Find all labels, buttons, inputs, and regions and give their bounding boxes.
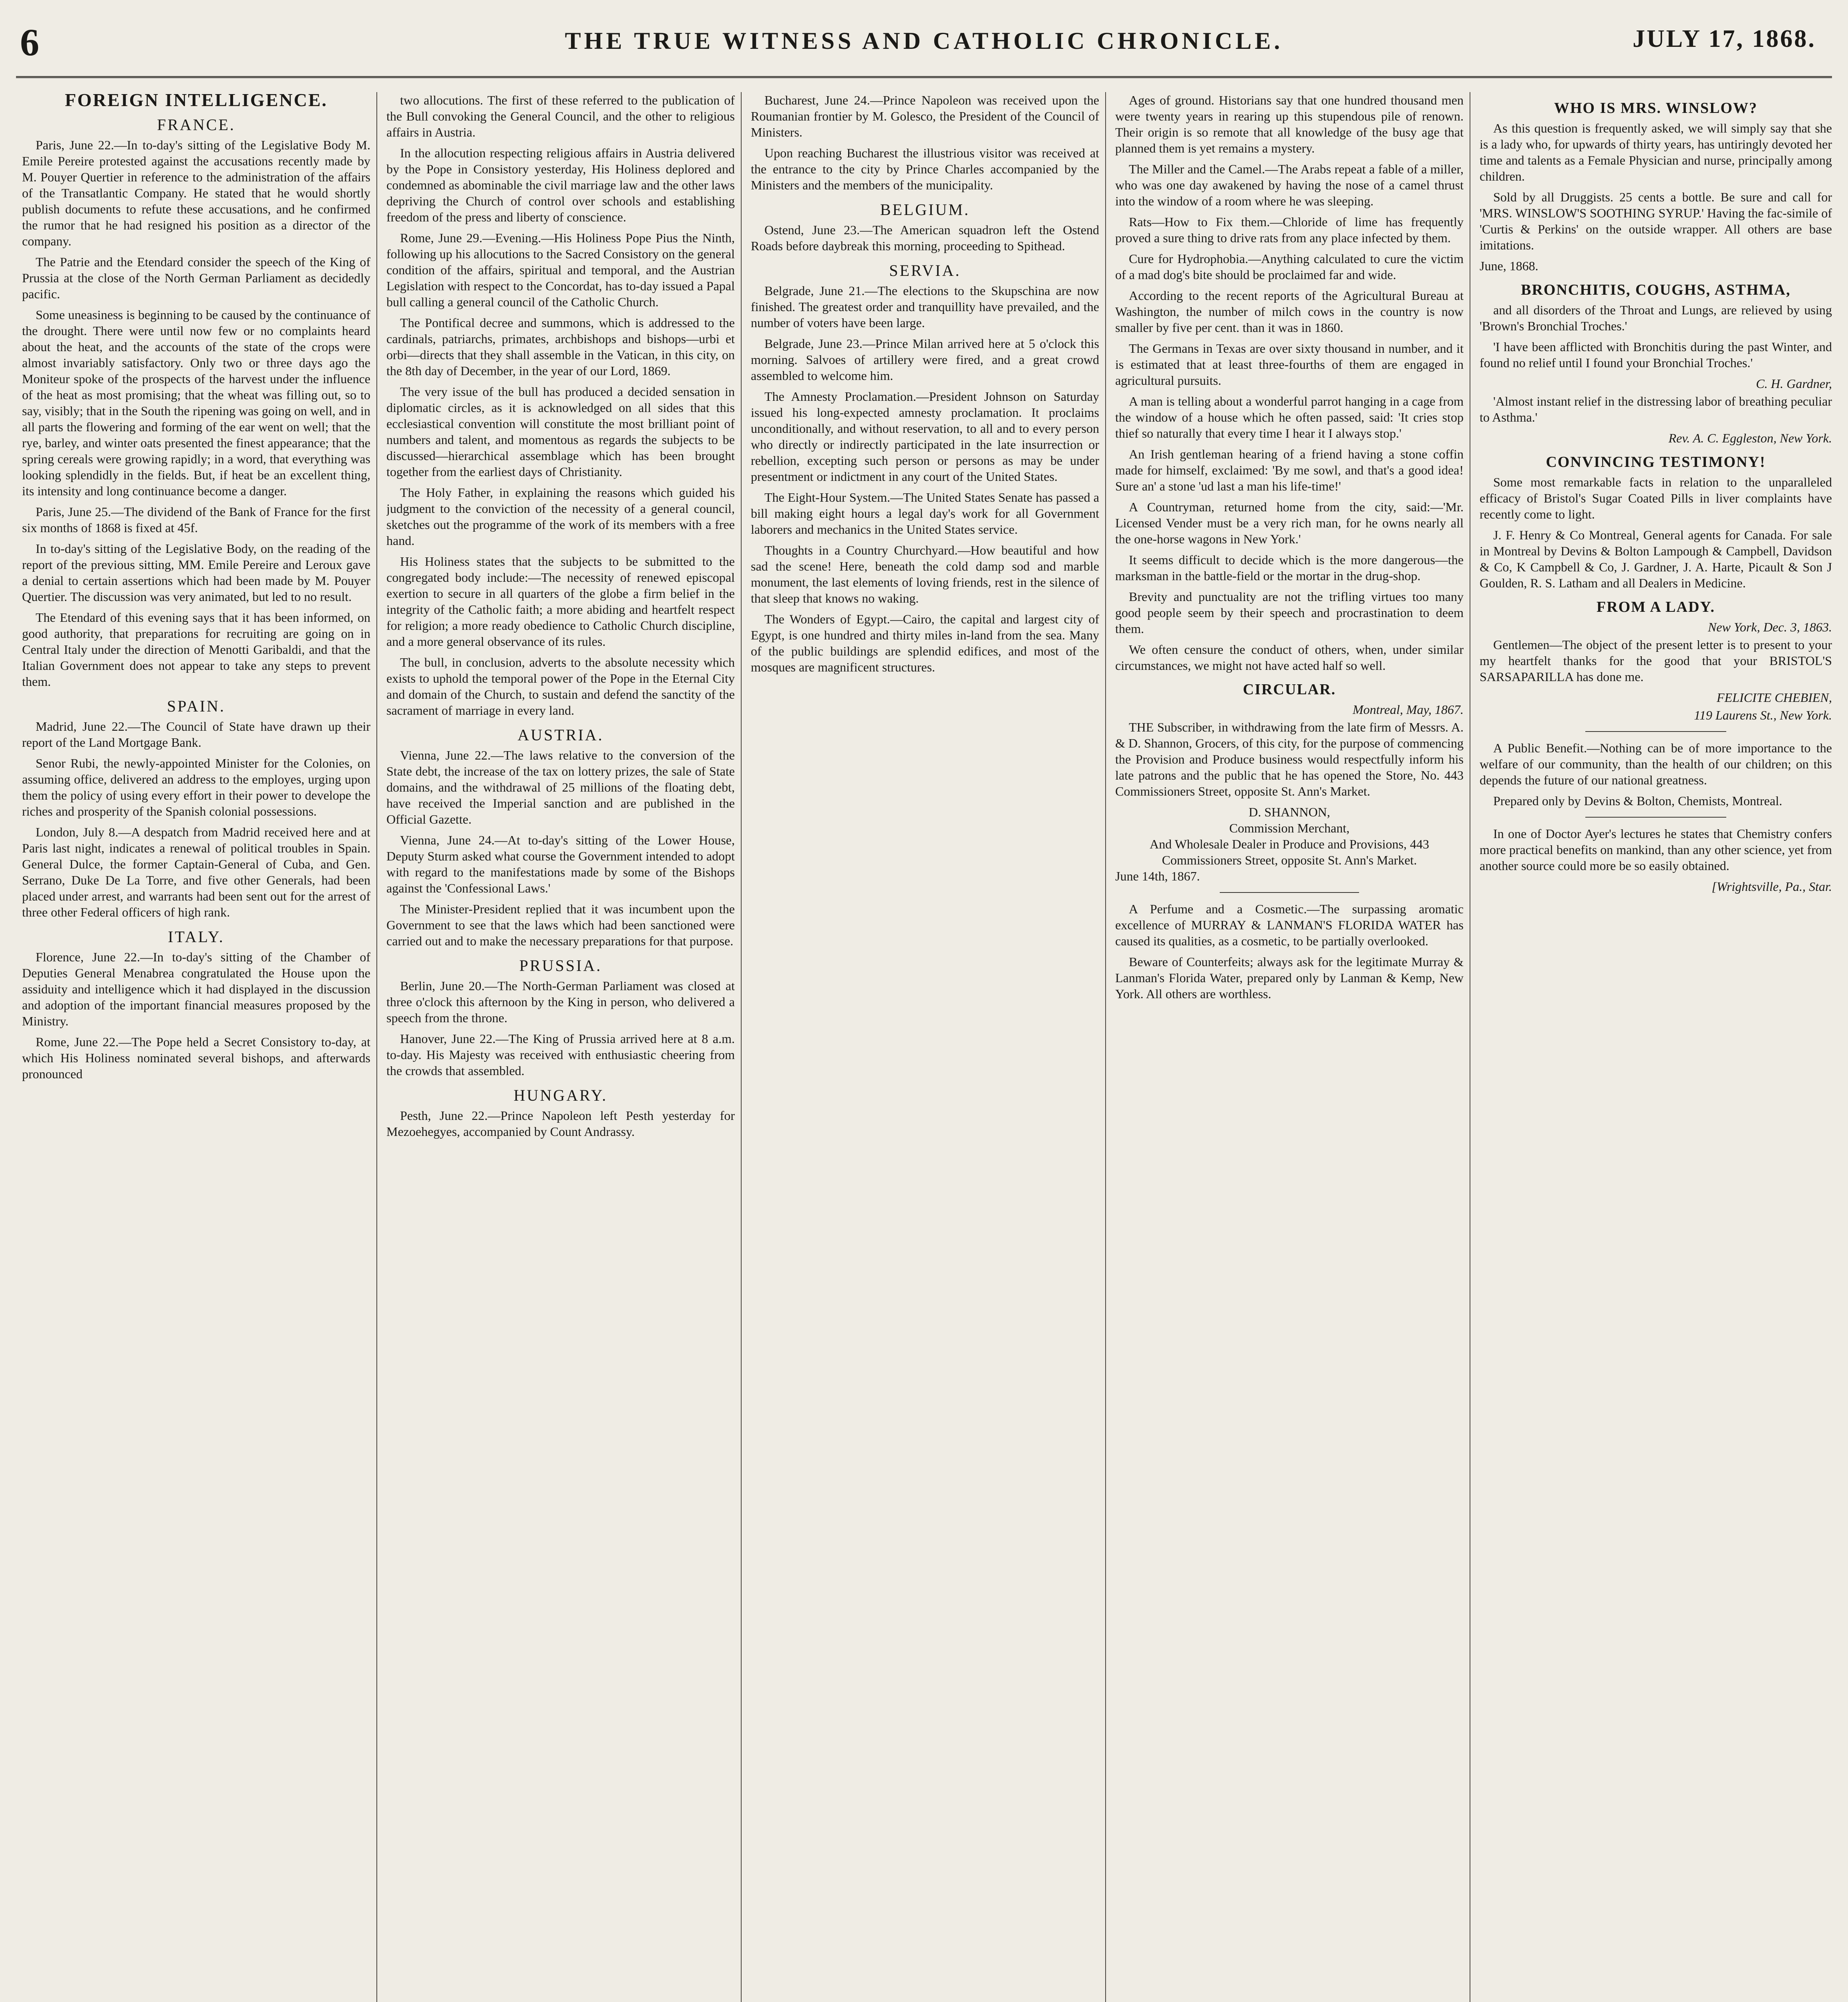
letter-address: 119 Laurens St., New York. (1694, 708, 1832, 722)
article-paragraph: The Amnesty Proclamation.—President Johnson on Saturday issued his long-expected amnesty proclamation. It proclaims unconditionally, and without reservation, to all and to every person who directly or indirectly participated in the late insurrection or rebellion, excepting such person or persons as may be under presentment or indictment in any court of the United States. (751, 389, 1099, 484)
ad-paragraph: As this question is frequently asked, we will simply say that she is a lady who, for upwards of thirty years, has untiringly devoted her time and talents as a Female Physician and nurse, principally among children. (1480, 121, 1832, 183)
country-heading-austria: AUSTRIA. (517, 726, 604, 744)
section-heading: FOREIGN INTELLIGENCE. (64, 92, 328, 110)
circular-dateline: Montreal, May, 1867. (1353, 702, 1464, 717)
circular-address: And Wholesale Dealer in Produce and Provisions, 443 Commissioners Street, opposite St. Ann's Market. (1150, 837, 1429, 867)
letter-dateline: New York, Dec. 3, 1863. (1708, 620, 1832, 634)
ad-date: June, 1868. (1480, 259, 1538, 273)
article-paragraph: Berlin, June 20.—The North-German Parliament was closed at three o'clock this afternoon by the King in person, who delivered a speech from the throne. (386, 979, 735, 1025)
issue-date: JULY 17, 1868. (1633, 25, 1816, 52)
country-heading-spain: SPAIN. (167, 697, 225, 715)
article-paragraph: According to the recent reports of the Agricultural Bureau at Washington, the number of milch cows in the country is now smaller by five per cent. than it was in 1860. (1115, 288, 1464, 335)
masthead (16, 16, 1832, 78)
article-paragraph: Belgrade, June 23.—Prince Milan arrived here at 5 o'clock this morning. Salvoes of artillery were fired, and a great crowd assembled to welcome him. (751, 336, 1099, 383)
article-paragraph: Paris, June 22.—In to-day's sitting of the Legislative Body M. Emile Pereire protested against the accusations recently made by M. Pouyer Quertier in reference to the administration of the affairs of the Transatlantic Company. He stated that he would shortly publish documents to refute these accusations, and he confirmed the rumor that he had resigned his position as a director of the company. (22, 138, 370, 248)
separator (1220, 892, 1359, 893)
ad-paragraph: and all disorders of the Throat and Lungs, are relieved by using 'Brown's Bronchial Troches.' (1480, 303, 1832, 333)
article-paragraph: Some uneasiness is beginning to be caused by the continuance of the drought. There were until now few or no complaints heard about the heat, and the accounts of the state of the crops were almost invariably satisfactory. Only two or three days ago the Moniteur spoke of the prospects of the harvest under the influence of the heat as most promising; that the wheat was filling out, so to say, visibly; that in the South the ripening was going on well, and in all parts the flowering and forming of the ear went on well; that the rye, barley, and winter oats presented the finest appearance; that the spring cereals were growing rapidly; in a word, that everything was looking splendidly in the fields. But, if heat be an excellent thing, its intensity and long continuance become a danger. (22, 308, 370, 498)
article-paragraph: Pesth, June 22.—Prince Napoleon left Pesth yesterday for Mezoehegyes, accompanied by Count Andrassy. (386, 1108, 735, 1139)
article-paragraph: Bucharest, June 24.—Prince Napoleon was received upon the Roumanian frontier by M. Golesco, the President of the Council of Ministers. (751, 93, 1099, 139)
article-paragraph: two allocutions. The first of these referred to the publication of the Bull convoking the General Council, and the other to religious affairs in Austria. (386, 93, 735, 139)
article-paragraph: The Eight-Hour System.—The United States Senate has passed a bill making eight hours a legal day's work for all Government laborers and mechanics in the United States service. (751, 490, 1099, 537)
page-number: 6 (20, 21, 39, 64)
ad-paragraph: In one of Doctor Ayer's lectures he states that Chemistry confers more practical benefits on mankind, than any other science, yet from another source could more be so easily obtained. (1480, 826, 1832, 873)
ad-paragraph: THE Subscriber, in withdrawing from the late firm of Messrs. A. & D. Shannon, Grocers, of this city, for the purpose of commencing the Provision and Produce business would respectfully inform his late patrons and the public that he has opened the Store, No. 443 Commissioners Street, opposite St. Ann's Market. (1115, 720, 1464, 798)
article-paragraph: A Countryman, returned home from the city, said:—'Mr. Licensed Vender must be a very rich man, for he owns nearly all the one-horse wagons in New York.' (1115, 500, 1464, 546)
ad-paragraph: Gentlemen—The object of the present letter is to present to your my heartfelt thanks for the good that your BRISTOL'S SARSAPARILLA has done me. (1480, 637, 1832, 684)
circular-role: Commission Merchant, (1229, 821, 1350, 835)
article-paragraph: Brevity and punctuality are not the trifling virtues too many good people seem by their speech and procrastination to deem them. (1115, 589, 1464, 636)
article-paragraph: The very issue of the bull has produced a decided sensation in diplomatic circles, as it is acknowledged on all sides that this ecclesiastical convention will constitute the most brilliant point of numbers and talent, and momentous as regards the subjects to be discussed—hierarchical assemblage which has been brought together from the earliest days of Christianity. (386, 384, 735, 479)
article-paragraph: The Wonders of Egypt.—Cairo, the capital and largest city of Egypt, is one hundred and thirty miles in-land from the sea. Many of the public buildings are splendid edifices, and most of the mosques are magnificent structures. (751, 612, 1099, 674)
circular-name: D. SHANNON, (1249, 805, 1330, 819)
article-paragraph: An Irish gentleman hearing of a friend having a stone coffin made for himself, exclaimed: 'By me sowl, and that's a good idea! Sure an' a stone 'ud last a man his life-time!' (1115, 447, 1464, 493)
country-heading-prussia: PRUSSIA. (519, 957, 602, 975)
column-5 (1480, 92, 1832, 2002)
article-paragraph: Belgrade, June 21.—The elections to the Skupschina are now finished. The greatest order and tranquillity have prevailed, and the number of voters have been large. (751, 283, 1099, 330)
article-paragraph: It seems difficult to decide which is the more dangerous—the marksman in the battle-field or the mortar in the drug-shop. (1115, 553, 1464, 583)
ad-heading-testimony: CONVINCING TESTIMONY! (1546, 454, 1766, 470)
article-paragraph: The bull, in conclusion, adverts to the absolute necessity which exists to uphold the temporal power of the Pope in the Eternal City and domain of the Church, to sustain and defend the sanctity of the sacrament of marriage in every land. (386, 655, 735, 718)
country-heading-italy: ITALY. (168, 928, 225, 946)
ad-paragraph: A Perfume and a Cosmetic.—The surpassing aromatic excellence of MURRAY & LANMAN'S FLORIDA WATER has caused its qualities, as a cosmetic, to be partially overlooked. (1115, 902, 1464, 948)
article-paragraph: The Minister-President replied that it was incumbent upon the Government to see that the laws which had been sanctioned were carried out and to make the necessary preparations for that purpose. (386, 902, 735, 948)
column-rule (376, 92, 377, 2002)
article-paragraph: Cure for Hydrophobia.—Anything calculated to cure the victim of a mad dog's bite should be proclaimed far and wide. (1115, 251, 1464, 282)
article-paragraph: London, July 8.—A despatch from Madrid received here and at Paris last night, indicates a renewal of political troubles in Spain. General Dulce, the former Captain-General of Cuba, and Gen. Serrano, Duke De La Torre, and five other Generals, had been placed under arrest, and warrants had been sent out for the arrest of three other Federal officers of high rank. (22, 825, 370, 919)
country-heading-belgium: BELGIUM. (880, 201, 970, 219)
ad-heading-winslow: WHO IS MRS. WINSLOW? (1554, 100, 1758, 117)
column-3 (751, 92, 1099, 2002)
ad-paragraph: Sold by all Druggists. 25 cents a bottle. Be sure and call for 'MRS. WINSLOW'S SOOTHING SYRUP.' Having the fac-simile of 'Curtis & Perkins' on the outside wrapper. All others are base imitations. (1480, 190, 1832, 252)
circular-date: June 14th, 1867. (1115, 869, 1200, 883)
article-paragraph: In to-day's sitting of the Legislative Body, on the reading of the report of the previous sitting, MM. Emile Pereire and Leroux gave a denial to certain assertions which had been made by M. Pouyer Quertier. The discussion was very animated, but led to no result. (22, 541, 370, 604)
article-paragraph: We often censure the conduct of others, when, under similar circumstances, we might not have acted half so well. (1115, 642, 1464, 673)
testimonial-signature: Rev. A. C. Eggleston, New York. (1668, 431, 1832, 445)
article-paragraph: The Holy Father, in explaining the reasons which guided his judgment to the conviction of the necessity of a general council, sketches out the programme of the work of its members with a free hand. (386, 485, 735, 548)
ad-heading-circular: CIRCULAR. (1243, 681, 1336, 698)
article-paragraph: Vienna, June 22.—The laws relative to the conversion of the State debt, the increase of the tax on lottery prizes, the sale of State domains, and the withdrawal of 25 millions of the floating debt, have received the Imperial sanction and are published in the Official Gazette. (386, 748, 735, 826)
article-paragraph: Florence, June 22.—In to-day's sitting of the Chamber of Deputies General Menabrea congratulated the House upon the assiduity and intelligence which it had displayed in the discussion and adoption of the important financial measures proposed by the Ministry. (22, 950, 370, 1028)
article-paragraph: Paris, June 25.—The dividend of the Bank of France for the first six months of 1868 is fixed at 45f. (22, 505, 370, 535)
ad-heading-bronchitis: BRONCHITIS, COUGHS, ASTHMA, (1521, 281, 1791, 298)
testimonial-signature: C. H. Gardner, (1756, 376, 1832, 391)
ad-paragraph: Beware of Counterfeits; always ask for the legitimate Murray & Lanman's Florida Water, prepared only by Lanman & Kemp, New York. All others are worthless. (1115, 955, 1464, 1001)
column-rule (741, 92, 742, 2002)
article-paragraph: The Patrie and the Etendard consider the speech of the King of Prussia at the close of the North German Parliament as decidedly pacific. (22, 255, 370, 301)
article-paragraph: A man is telling about a wonderful parrot hanging in a cage from the window of a house which he often passed, said: 'It cries stop thief so naturally that every time I hear it I always stop.' (1115, 394, 1464, 440)
ad-paragraph: A Public Benefit.—Nothing can be of more importance to the welfare of our community, than the health of our children; on this depends the future of our national greatness. (1480, 741, 1832, 787)
article-paragraph: His Holiness states that the subjects to be submitted to the congregated body include:—The necessity of renewed episcopal exertion to secure in all quarters of the globe a firm belief in the integrity of the Catholic faith; a more abiding and heartfelt respect for religion; a more ready obedience to Catholic Church discipline, and a more general observance of its rules. (386, 554, 735, 649)
ad-paragraph: Some most remarkable facts in relation to the unparalleled efficacy of Bristol's Sugar Coated Pills in liver complaints have recently come to light. (1480, 475, 1832, 521)
article-paragraph: Rome, June 22.—The Pope held a Secret Consistory to-day, at which His Holiness nominated several bishops, and afterwards pronounced (22, 1035, 370, 1081)
column-1 (22, 92, 370, 2002)
ad-paragraph: Prepared only by Devins & Bolton, Chemists, Montreal. (1493, 794, 1782, 808)
article-paragraph: Thoughts in a Country Churchyard.—How beautiful and how sad the scene! Here, beneath the cold damp sod and marble monument, the last elements of loving friends, rest in the silence of that sleep that knows no waking. (751, 543, 1099, 605)
country-heading-france: FRANCE. (157, 116, 235, 134)
article-paragraph: Rome, June 29.—Evening.—His Holiness Pope Pius the Ninth, following up his allocutions to the Sacred Consistory on the general condition of the affairs, spiritual and temporal, and the Austrian Legislation with respect to the Concordat, has to-day issued a Papal bull calling a general council of the Catholic Church. (386, 231, 735, 309)
article-paragraph: Hanover, June 22.—The King of Prussia arrived here at 8 a.m. to-day. His Majesty was received with enthusiastic cheering from the crowds that assembled. (386, 1031, 735, 1078)
article-paragraph: The Etendard of this evening says that it has been informed, on good authority, that preparations for recruiting are going on in Central Italy under the direction of Menotti Garibaldi, and that the Italian Government does not appear to take any steps to prevent them. (22, 610, 370, 689)
source-attribution: [Wrightsville, Pa., Star. (1711, 879, 1832, 894)
ad-paragraph: J. F. Henry & Co Montreal, General agents for Canada. For sale in Montreal by Devins & Bolton Lampough & Campbell, Davidson & Co, K Campbell & Co, J. Gardner, J. A. Harte, Picault & Son J Goulden, R. S. Latham and all Dealers in Medicine. (1480, 528, 1832, 590)
column-4 (1115, 92, 1464, 2002)
article-paragraph: Rats—How to Fix them.—Chloride of lime has frequently proved a sure thing to drive rats from any place infected by them. (1115, 215, 1464, 245)
country-heading-hungary: HUNGARY. (513, 1086, 608, 1104)
article-paragraph: Vienna, June 24.—At to-day's sitting of the Lower House, Deputy Sturm asked what course the Government intended to adopt with regard to the manifestations made by some of the Bishops against the 'Confessional Laws.' (386, 833, 735, 895)
article-paragraph: The Pontifical decree and summons, which is addressed to the cardinals, patriarchs, primates, archbishops and bishops—urbi et orbi—directs that they shall assemble in the Vatican, in this city, on the 8th day of December, in the year of our Lord, 1869. (386, 316, 735, 378)
country-heading-servia: SERVIA. (889, 261, 961, 279)
article-paragraph: Ostend, June 23.—The American squadron left the Ostend Roads before daybreak this morning, proceeding to Spithead. (751, 223, 1099, 253)
article-paragraph: Madrid, June 22.—The Council of State have drawn up their report of the Land Mortgage Bank. (22, 719, 370, 750)
ad-paragraph: 'Almost instant relief in the distressing labor of breathing peculiar to Asthma.' (1480, 394, 1832, 424)
newspaper-title: THE TRUE WITNESS AND CATHOLIC CHRONICLE. (565, 28, 1283, 54)
article-paragraph: Ages of ground. Historians say that one hundred thousand men were twenty years in rearing up this stupendous pile of renown. Their origin is so remote that all knowledge of the busy age that planned them is yet remains a mystery. (1115, 93, 1464, 155)
separator (1585, 731, 1726, 732)
letter-signature: FELICITE CHEBIEN, (1717, 690, 1832, 705)
article-paragraph: Senor Rubi, the newly-appointed Minister for the Colonies, on assuming office, delivered an address to the employes, urging upon them the policy of using every effort in their power to develope the riches and prosperity of the Spanish colonial possessions. (22, 756, 370, 818)
column-rule (1105, 92, 1106, 2002)
ad-heading-lady: FROM A LADY. (1596, 599, 1715, 615)
ad-paragraph: 'I have been afflicted with Bronchitis during the past Winter, and found no relief until I found your Bronchial Troches.' (1480, 340, 1832, 370)
article-paragraph: The Miller and the Camel.—The Arabs repeat a fable of a miller, who was one day awakened by having the nose of a camel thrust into the window of a room where he was sleeping. (1115, 162, 1464, 208)
separator (1585, 817, 1726, 818)
article-paragraph: The Germans in Texas are over sixty thousand in number, and it is estimated that at least three-fourths of them are engaged in agricultural pursuits. (1115, 341, 1464, 388)
article-paragraph: Upon reaching Bucharest the illustrious visitor was received at the entrance to the city by Prince Charles accompanied by the Ministers and the members of the municipality. (751, 146, 1099, 192)
column-2 (386, 92, 735, 2002)
article-paragraph: In the allocution respecting religious affairs in Austria delivered by the Pope in Consistory yesterday, His Holiness deplored and condemned as abominable the civil marriage law and the other laws depriving the Church of control over schools and establishing freedom of the press and liberty of conscience. (386, 146, 735, 224)
